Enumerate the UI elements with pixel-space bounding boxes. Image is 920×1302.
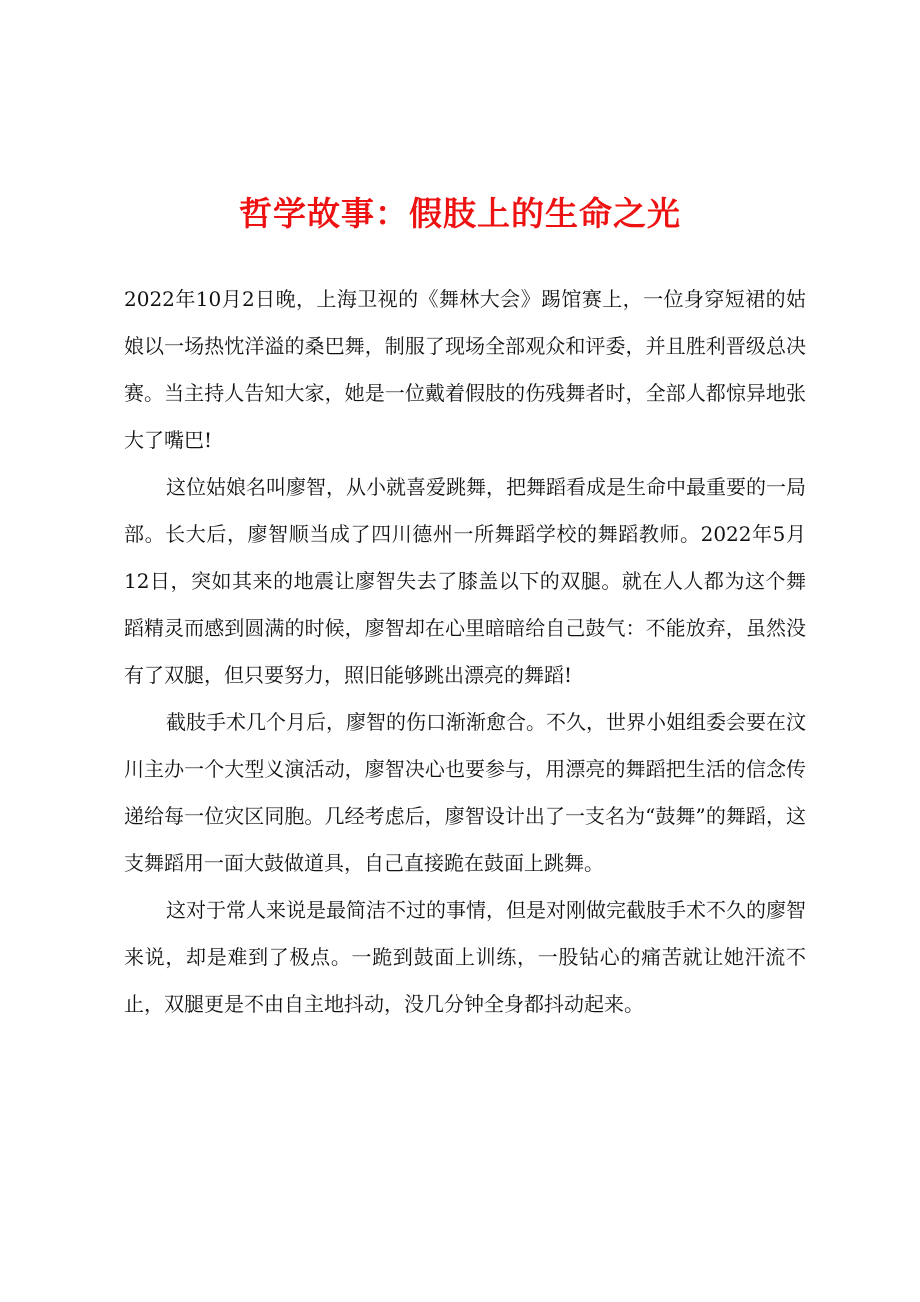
document-body xyxy=(124,276,806,1028)
paragraph-2: 这位姑娘名叫廖智，从小就喜爱跳舞，把舞蹈看成是生命中最重要的一局部。长大后，廖智顺当成了四川德州一所舞蹈学校的舞蹈教师。2022年5月12日，突如其来的地震让廖智失去了膝盖以下的双腿。就在人人都为这个舞蹈精灵而感到圆满的时候，廖智却在心里暗暗给自己鼓气：不能放弃，虽然没有了双腿，但只要努力，照旧能够跳出漂亮的舞蹈! xyxy=(124,475,806,687)
paragraph-3: 截肢手术几个月后，廖智的伤口渐渐愈合。不久，世界小姐组委会要在汶川主办一个大型义演活动，廖智决心也要参与，用漂亮的舞蹈把生活的信念传递给每一位灾区同胞。几经考虑后，廖智设计出了一支名为“鼓舞”的舞蹈，这支舞蹈用一面大鼓做道具，自己直接跪在鼓面上跳舞。 xyxy=(124,710,806,875)
paragraph-1: 2022年10月2日晚，上海卫视的《舞林大会》踢馆赛上，一位身穿短裙的姑娘以一场热忱洋溢的桑巴舞，制服了现场全部观众和评委，并且胜利晋级总决赛。当主持人告知大家，她是一位戴着假肢的伤残舞者时，全部人都惊异地张大了嘴巴! xyxy=(124,287,806,452)
paragraph-4: 这对于常人来说是最简洁不过的事情，但是对刚做完截肢手术不久的廖智来说，却是难到了极点。一跪到鼓面上训练，一股钻心的痛苦就让她汗流不止，双腿更是不由自主地抖动，没几分钟全身都抖动起来。 xyxy=(124,898,806,1016)
document-title: 哲学故事：假肢上的生命之光 xyxy=(239,194,681,233)
